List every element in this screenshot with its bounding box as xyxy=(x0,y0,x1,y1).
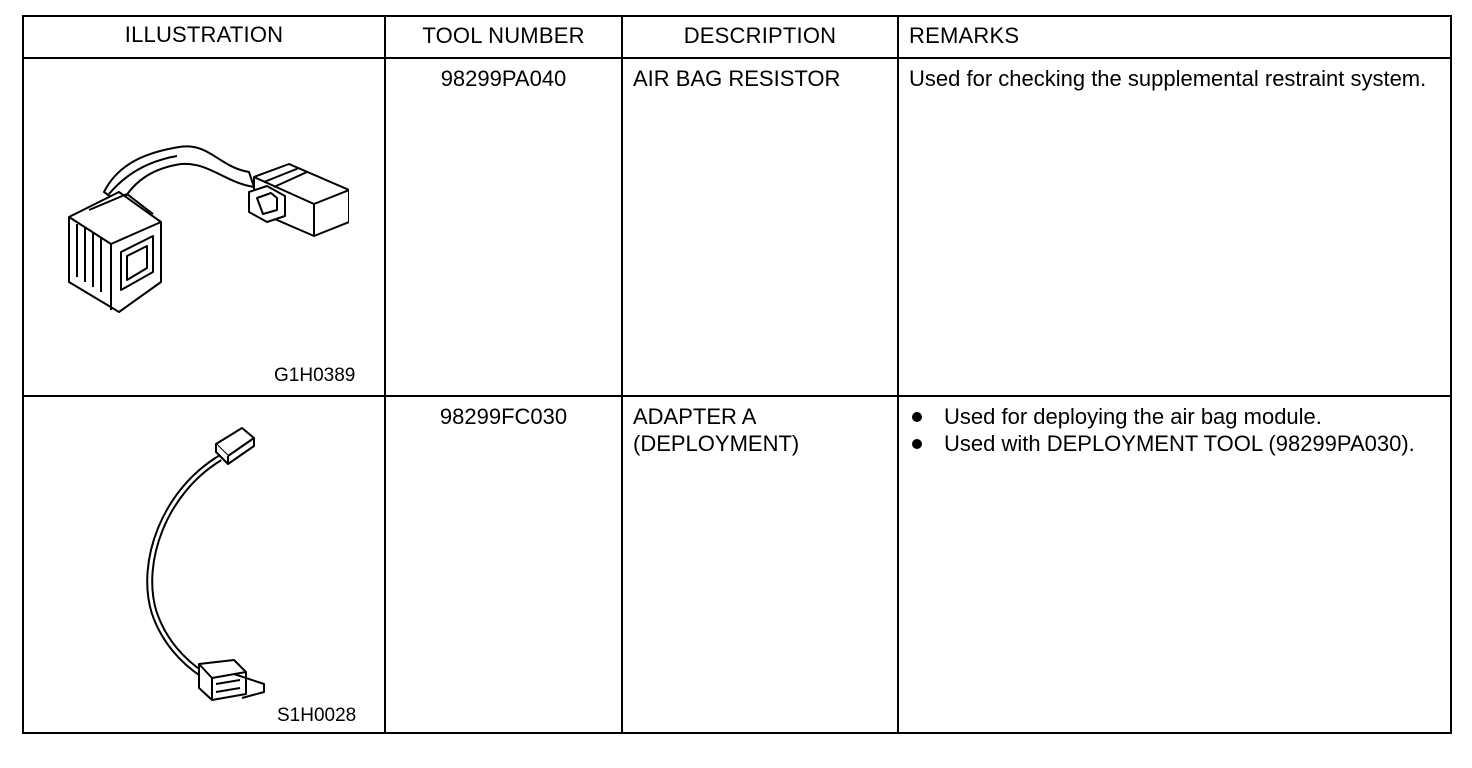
bullet-icon xyxy=(912,439,922,449)
bullet-icon xyxy=(912,412,922,422)
column-divider xyxy=(621,17,623,732)
header-tool-number: TOOL NUMBER xyxy=(422,23,585,48)
remark-item xyxy=(909,403,1429,430)
tool-remarks: Used for checking the supplemental restraint system. xyxy=(909,66,1427,91)
header-remarks: REMARKS xyxy=(909,23,1020,48)
special-tools-table xyxy=(22,15,1452,734)
remark-text: Used for deploying the air bag module. xyxy=(944,404,1322,429)
air-bag-resistor-connector-icon xyxy=(49,132,349,332)
figure-code: S1H0028 xyxy=(277,705,357,726)
header-description: DESCRIPTION xyxy=(683,23,837,48)
tool-remarks xyxy=(909,403,1429,457)
header-divider xyxy=(24,57,1450,59)
remark-item xyxy=(909,430,1429,457)
tool-description: ADAPTER A (DEPLOYMENT) xyxy=(633,404,800,456)
remark-text: Used with DEPLOYMENT TOOL (98299PA030). xyxy=(944,431,1415,456)
deployment-adapter-cable-icon xyxy=(124,422,284,707)
tool-number: 98299FC030 xyxy=(439,404,568,429)
figure-code: G1H0389 xyxy=(274,365,356,386)
tool-description: AIR BAG RESISTOR xyxy=(633,66,841,91)
tool-number: 98299PA040 xyxy=(440,66,567,91)
column-divider xyxy=(897,17,899,732)
row-divider xyxy=(24,395,1450,397)
header-illustration: ILLUSTRATION xyxy=(124,22,284,47)
column-divider xyxy=(384,17,386,732)
